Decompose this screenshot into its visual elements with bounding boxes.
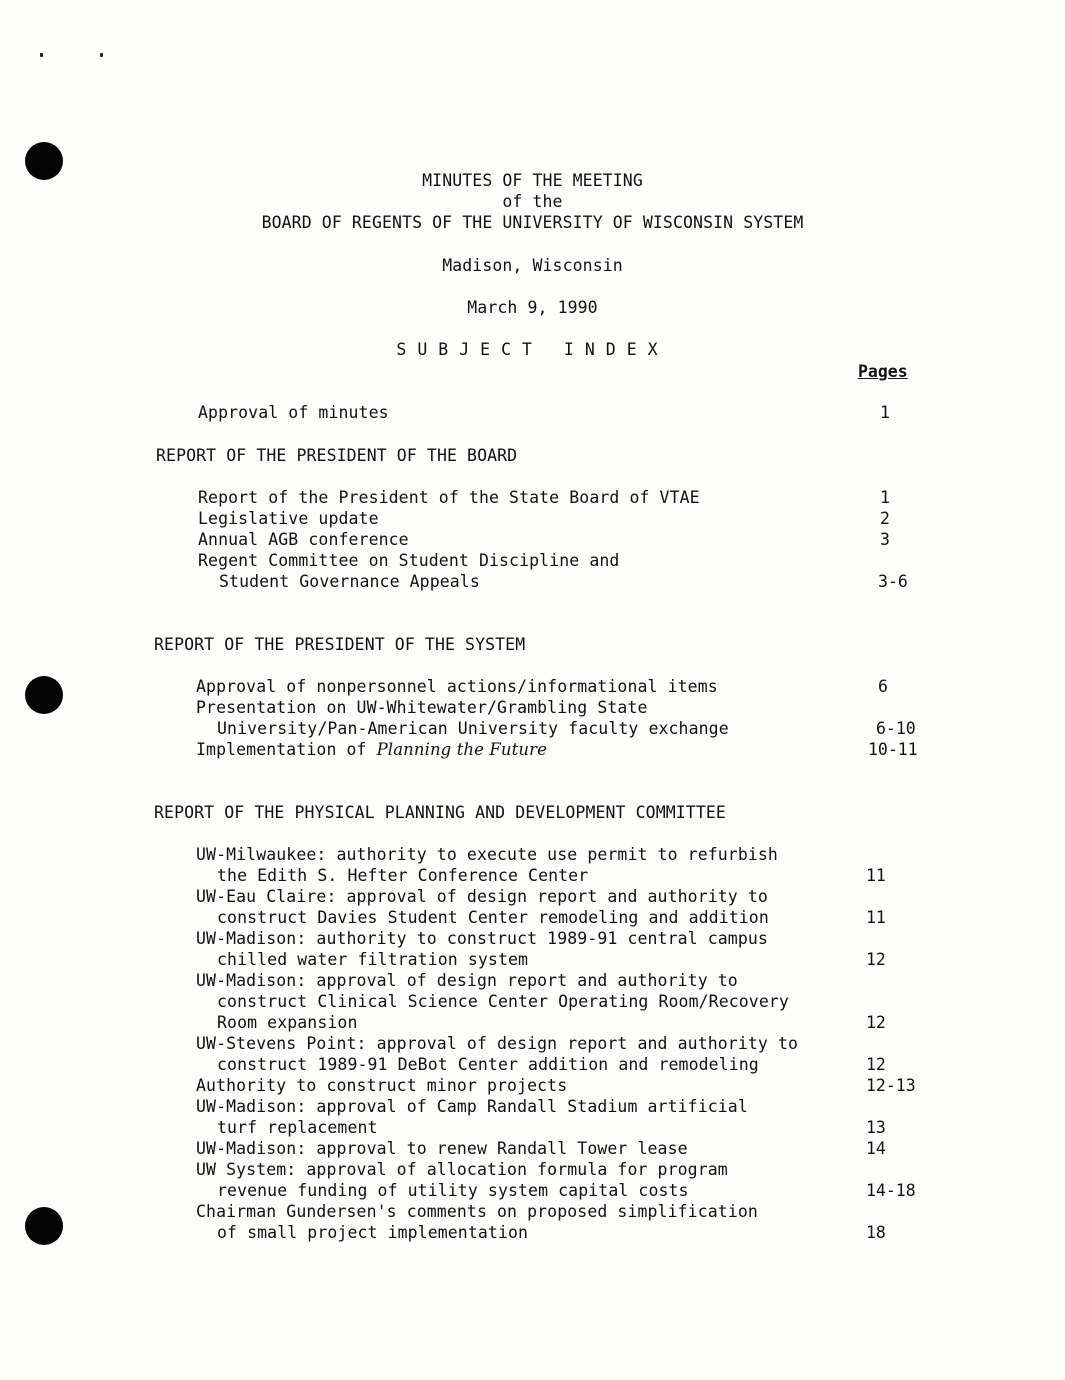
index-entry: Chairman Gundersen's comments on proposed simplification (196, 1202, 758, 1221)
index-entry: Approval of nonpersonnel actions/informational items (196, 677, 718, 696)
approval-of-minutes-label: Approval of minutes (198, 403, 389, 422)
index-entry (196, 739, 547, 760)
index-entry-page: 13 (866, 1118, 886, 1137)
index-entry: Legislative update (198, 509, 379, 528)
index-entry-continuation: construct Clinical Science Center Operating Room/Recovery (217, 992, 789, 1011)
index-entry: UW-Madison: approval of Camp Randall Stadium artificial (196, 1097, 748, 1116)
index-entry-continuation: the Edith S. Hefter Conference Center (217, 866, 589, 885)
title-line-2: of the (502, 192, 563, 211)
index-entry-continuation: chilled water filtration system (217, 950, 529, 969)
index-entry-page: 14 (866, 1139, 886, 1158)
index-entry: Presentation on UW-Whitewater/Grambling State (196, 698, 648, 717)
section-heading-system: REPORT OF THE PRESIDENT OF THE SYSTEM (154, 635, 526, 654)
index-entry-page: 12-13 (866, 1076, 916, 1095)
punch-hole-bottom (25, 1207, 63, 1245)
index-entry-page: 1 (880, 488, 890, 507)
punch-hole-middle (25, 676, 63, 714)
section-heading-physical-planning: REPORT OF THE PHYSICAL PLANNING AND DEVELOPMENT COMMITTEE (154, 803, 726, 822)
index-entry-page: 12 (866, 1055, 886, 1074)
index-entry-page: 12 (866, 950, 886, 969)
approval-of-minutes-page: 1 (880, 403, 890, 422)
meeting-location: Madison, Wisconsin (442, 256, 623, 275)
index-entry: UW-Eau Claire: approval of design report and authority to (196, 887, 768, 906)
index-entry-page: 6 (878, 677, 888, 696)
index-entry-page: 3 (880, 530, 890, 549)
index-entry: UW System: approval of allocation formula for program (196, 1160, 728, 1179)
index-entry-page: 14-18 (866, 1181, 916, 1200)
index-entry: Regent Committee on Student Discipline and (198, 551, 620, 570)
index-entry-page: 6-10 (876, 719, 916, 738)
index-entry-page: 12 (866, 1013, 886, 1032)
index-entry: Annual AGB conference (198, 530, 409, 549)
meeting-date: March 9, 1990 (467, 298, 598, 317)
index-entry-continuation: revenue funding of utility system capital costs (217, 1181, 689, 1200)
index-entry: Authority to construct minor projects (196, 1076, 568, 1095)
index-entry-page: 2 (880, 509, 890, 528)
index-entry: UW-Madison: approval of design report and authority to (196, 971, 738, 990)
planning-the-future-title: Planning the Future (376, 740, 547, 759)
index-title: SUBJECT INDEX (396, 340, 669, 359)
scan-speck (100, 53, 103, 57)
index-entry-continuation: turf replacement (217, 1118, 378, 1137)
title-line-3: BOARD OF REGENTS OF THE UNIVERSITY OF WISCONSIN SYSTEM (261, 213, 804, 232)
title-line-1: MINUTES OF THE MEETING (422, 171, 643, 190)
index-entry: Report of the President of the State Board of VTAE (198, 488, 700, 507)
index-entry-continuation: construct 1989-91 DeBot Center addition and remodeling (217, 1055, 759, 1074)
scan-speck (40, 53, 43, 57)
index-entry-page: 18 (866, 1223, 886, 1242)
index-entry-continuation: Student Governance Appeals (219, 572, 480, 591)
index-entry-page: 11 (866, 866, 886, 885)
index-entry: UW-Milwaukee: authority to execute use permit to refurbish (196, 845, 778, 864)
index-entry-continuation: Room expansion (217, 1013, 358, 1032)
index-entry-continuation: University/Pan-American University faculty exchange (217, 719, 729, 738)
index-entry: UW-Madison: authority to construct 1989-91 central campus (196, 929, 768, 948)
index-entry-page: 10-11 (868, 740, 918, 759)
index-entry: UW-Stevens Point: approval of design report and authority to (196, 1034, 799, 1053)
index-entry: UW-Madison: approval to renew Randall Tower lease (196, 1139, 688, 1158)
index-entry-continuation: construct Davies Student Center remodeling and addition (217, 908, 769, 927)
section-heading-board: REPORT OF THE PRESIDENT OF THE BOARD (156, 446, 518, 465)
index-entry-text: Implementation of (196, 740, 377, 759)
index-entry-page: 11 (866, 908, 886, 927)
index-entry-page: 3-6 (878, 572, 908, 591)
index-entry-continuation: of small project implementation (217, 1223, 529, 1242)
pages-column-header: Pages (858, 362, 908, 381)
